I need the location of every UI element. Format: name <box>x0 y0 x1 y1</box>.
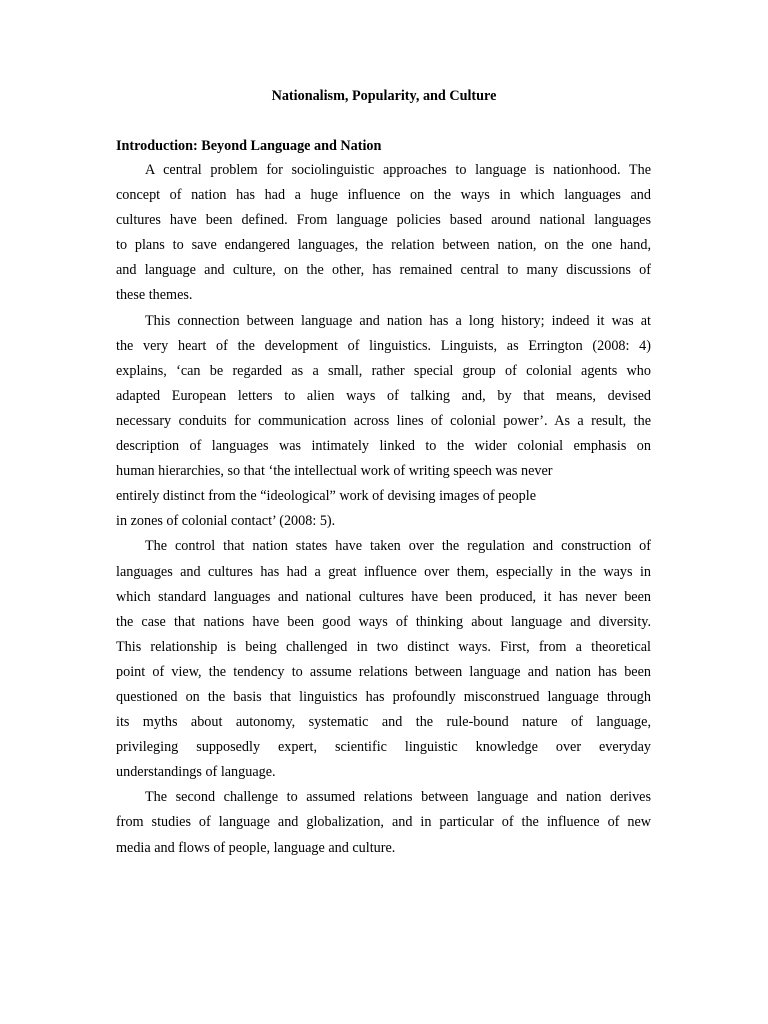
text-line: This connection between language and nation has a long history; indeed it was at <box>145 312 651 329</box>
text-line: to plans to save endangered languages, the relation between nation, on the one hand, <box>116 237 651 254</box>
text-line: concept of nation has had a huge influence on the ways in which languages and <box>116 187 651 204</box>
text-line: questioned on the basis that linguistics has profoundly misconstrued language through <box>116 688 651 705</box>
paragraph-4 <box>116 785 651 860</box>
document-title: Nationalism, Popularity, and Culture <box>271 88 497 104</box>
text-line: entirely distinct from the “ideological” work of devising images of people <box>116 488 536 505</box>
text-line: the very heart of the development of linguistics. Linguists, as Errington (2008: 4) <box>116 337 651 354</box>
text-line: media and flows of people, language and culture. <box>116 839 396 856</box>
document-body <box>116 137 651 861</box>
text-line: the case that nations have been good ways of thinking about language and diversity. <box>116 613 651 630</box>
text-line: A central problem for sociolinguistic approaches to language is nationhood. The <box>145 162 651 178</box>
text-line: these themes. <box>116 287 193 304</box>
section-heading: Introduction: Beyond Language and Nation <box>116 138 382 154</box>
text-line: human hierarchies, so that ‘the intellectual work of writing speech was never <box>116 463 553 480</box>
text-line: from studies of language and globalization, and in particular of the influence of new <box>116 814 651 831</box>
paragraph-2 <box>116 309 651 535</box>
text-line: cultures have been defined. From language policies based around national languages <box>116 212 651 229</box>
text-line: description of languages was intimately linked to the wider colonial emphasis on <box>116 438 651 455</box>
text-line: necessary conduits for communication across lines of colonial power’. As a result, the <box>116 412 651 429</box>
text-line: in zones of colonial contact’ (2008: 5). <box>116 513 336 530</box>
paragraph-3 <box>116 534 651 785</box>
text-line: point of view, the tendency to assume relations between language and nation has been <box>116 663 651 680</box>
text-line: The control that nation states have taken over the regulation and construction of <box>145 538 651 555</box>
text-line: explains, ‘can be regarded as a small, rather special group of colonial agents who <box>116 362 651 379</box>
text-line: adapted European letters to alien ways of talking and, by that means, devised <box>116 387 651 404</box>
text-line: its myths about autonomy, systematic and the rule-bound nature of language, <box>116 714 651 731</box>
paragraph-1 <box>116 158 651 309</box>
text-line: This relationship is being challenged in two distinct ways. First, from a theoretical <box>116 638 651 655</box>
text-line: languages and cultures has had a great influence over them, especially in the ways in <box>116 563 651 580</box>
text-line: understandings of language. <box>116 764 276 781</box>
text-line: The second challenge to assumed relations between language and nation derives <box>145 789 651 806</box>
text-line: and language and culture, on the other, has remained central to many discussions of <box>116 262 651 279</box>
text-line: privileging supposedly expert, scientific linguistic knowledge over everyday <box>116 739 651 756</box>
text-line: which standard languages and national cultures have been produced, it has never been <box>116 588 651 605</box>
